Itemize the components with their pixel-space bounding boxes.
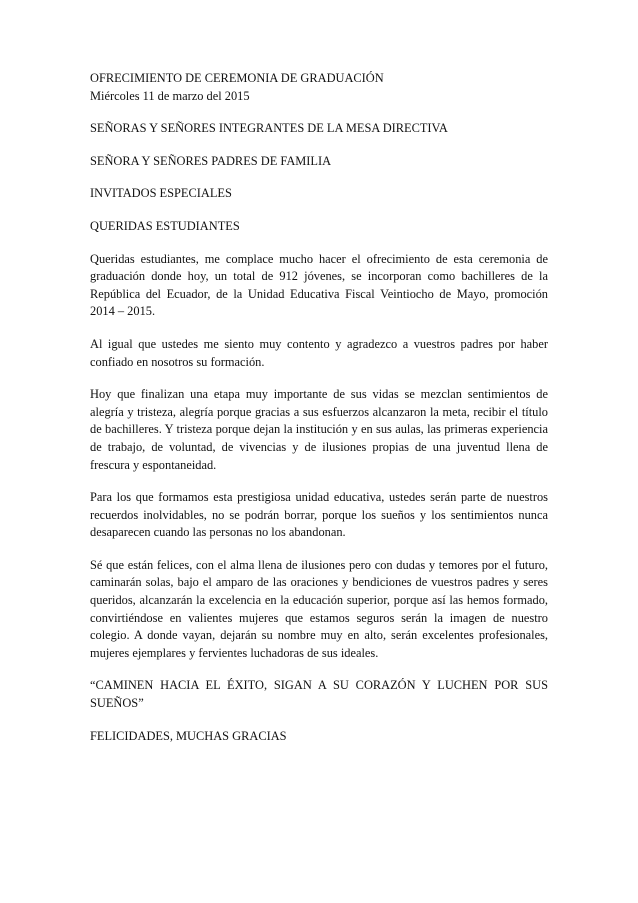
spacer (90, 203, 548, 218)
salutation-students: QUERIDAS ESTUDIANTES (90, 218, 240, 233)
salutation-parents: SEÑORA Y SEÑORES PADRES DE FAMILIA (90, 153, 332, 168)
spacer (90, 138, 548, 153)
salutation-guests: INVITADOS ESPECIALES (90, 186, 232, 201)
spacer (90, 170, 548, 185)
document-date: Miércoles 11 de marzo del 2015 (90, 88, 250, 103)
salutation-board: SEÑORAS Y SEÑORES INTEGRANTES DE LA MESA DIRECTIVA (90, 121, 448, 136)
motto-quote: “CAMINEN HACIA EL ÉXITO, SIGAN A SU CORAZÓN Y LUCHEN POR SUS SUEÑOS” (90, 678, 548, 711)
paragraph-feelings: Hoy que finalizan una etapa muy importante de sus vidas se mezclan sentimientos de alegría y tristeza, alegría porque gracias a sus esfuerzos alcanzaron la meta, recibir el título de bachilleres. Y tristeza porque dejan la institución y en sus aulas, las primeras experiencia de trabajo, de voluntad, de vivencias y de ilusiones propias de una juventud llena de frescura y espontaneidad. (90, 387, 548, 472)
spacer (90, 236, 548, 251)
paragraph-gratitude: Al igual que ustedes me siento muy contento y agradezco a vuestros padres por haber confiado en nosotros su formación. (90, 336, 548, 369)
paragraph-future: Sé que están felices, con el alma llena de ilusiones pero con dudas y temores por el futuro, caminarán solas, bajo el amparo de las oraciones y bendiciones de vuestros padres y seres queridos, alcanzarán la excelencia en la educación superior, porque así las hemos formado, convirtiéndose en valientes mujeres que estamos seguros serán la imagen de nuestro colegio. A donde vayan, dejarán su nombre muy en alto, serán excelentes profesionales, mujeres ejemplares y fervientes luchadoras de sus ideales. (90, 557, 548, 660)
document-body (90, 70, 548, 745)
spacer (90, 105, 548, 120)
paragraph-welcome: Queridas estudiantes, me complace mucho hacer el ofrecimiento de esta ceremonia de graduación donde hoy, un total de 912 jóvenes, se incorporan como bachilleres de la República del Ecuador, de la Unidad Educativa Fiscal Veintiocho de Mayo, promoción 2014 – 2015. (90, 251, 548, 319)
paragraph-memories: Para los que formamos esta prestigiosa unidad educativa, ustedes serán parte de nuestros recuerdos inolvidables, no se podrán borrar, porque los sueños y los sentimientos nunca desaparecen cuando las personas no los abandonan. (90, 490, 548, 540)
closing-line: FELICIDADES, MUCHAS GRACIAS (90, 728, 287, 743)
document-title: OFRECIMIENTO DE CEREMONIA DE GRADUACIÓN (90, 71, 384, 85)
